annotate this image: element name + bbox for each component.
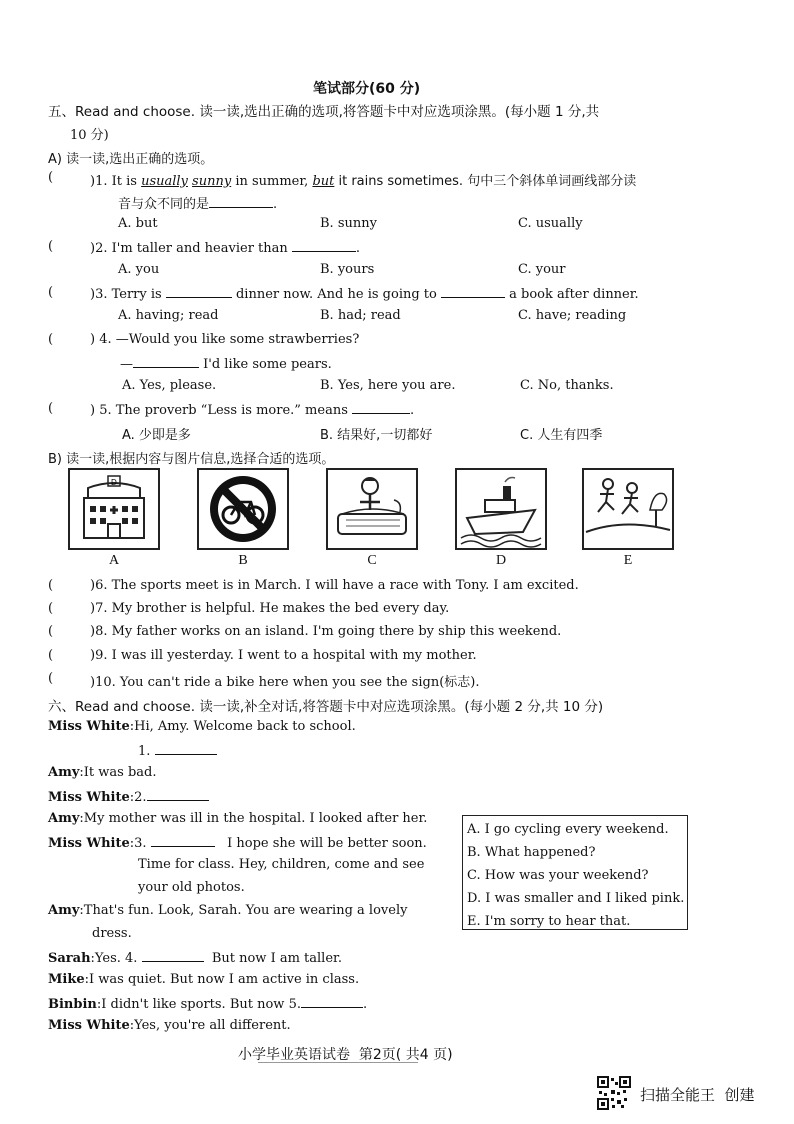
picture-d [455,468,547,550]
boy-making-bed-icon [328,470,416,548]
q5-option-c: C. 人生有四季 [520,428,603,443]
dialog-line-8: your old photos. [138,880,245,895]
part5-b-title: B) 读一读,根据内容与图片信息,选择合适的选项。 [48,452,335,467]
q6-text: )6. The sports meet is in March. I will have a race with Tony. I am excited. [90,578,579,593]
dialog-blank-3[interactable]: Miss White:3. I hope she will be better soon. [48,836,427,851]
dialog-line-9: Amy:That's fun. Look, Sarah. You are wearing a lovely [48,903,408,918]
dialog-line-1: Miss White:Hi, Amy. Welcome back to school. [48,719,356,734]
q8-text: )8. My father works on an island. I'm going there by ship this weekend. [90,624,562,639]
q3-paren[interactable]: ( [48,285,54,300]
picture-a-label: A [108,553,120,568]
part5-heading: 五、Read and choose. 读一读,选出正确的选项,将答题卡中对应选项涂黑。(每小题 1 分,共 [48,104,600,120]
dialog-line-7: Time for class. Hey, children, come and see [138,857,425,872]
dialog-blank-1[interactable]: 1. [138,742,217,759]
q7-text: )7. My brother is helpful. He makes the bed every day. [90,601,450,616]
dialog-option-e: E. I'm sorry to hear that. [467,914,631,929]
q3-text: )3. Terry is dinner now. And he is going to a book after dinner. [90,287,639,302]
picture-e-label: E [623,553,633,568]
q1-text: )1. It is usually sunny in summer, but it rains sometimes. 句中三个斜体单词画线部分读 [90,174,637,189]
q9-paren[interactable]: ( [48,648,54,663]
hospital-icon [70,470,158,548]
q2-text: )2. I'm taller and heavier than . [90,241,361,256]
dialog-option-a: A. I go cycling every weekend. [467,822,669,837]
picture-c [326,468,418,550]
part5-heading-cont: 10 分) [70,128,109,143]
q1-option-b: B. sunny [320,216,377,231]
dialog-line-14: Miss White:Yes, you're all different. [48,1018,291,1033]
q8-paren[interactable]: ( [48,624,54,639]
q2-option-a: A. you [118,262,160,277]
footer-rule [258,1062,418,1063]
q1-line2: 音与众不同的是 . [118,197,278,212]
q1-option-c: C. usually [518,216,583,231]
dialog-line-12: Mike:I was quiet. But now I am active in class. [48,972,360,987]
q3-option-b: B. had; read [320,308,401,323]
q1-option-a: A. but [118,216,158,231]
q2-paren[interactable]: ( [48,239,54,254]
qr-code-icon [597,1076,631,1110]
dialog-blank-5[interactable]: Binbin:I didn't like sports. But now 5. . [48,997,368,1012]
q5-option-b: B. 结果好,一切都好 [320,428,433,443]
dialog-option-c: C. How was your weekend? [467,868,649,883]
q5-text: ) 5. The proverb “Less is more.” means . [90,403,415,418]
dialog-line-10: dress. [92,926,132,941]
picture-b [197,468,289,550]
dialog-option-b: B. What happened? [467,845,596,860]
q1-paren[interactable]: ( [48,170,54,185]
q4-text: ) 4. —Would you like some strawberries? [90,332,360,347]
q6-paren[interactable]: ( [48,578,54,593]
picture-b-label: B [238,553,248,568]
q7-paren[interactable]: ( [48,601,54,616]
q5-option-a: A. 少即是多 [122,428,191,443]
q3-option-c: C. have; reading [518,308,627,323]
q2-option-c: C. your [518,262,566,277]
q9-text: )9. I was ill yesterday. I went to a hospital with my mother. [90,648,477,663]
dialog-line-3: Amy:It was bad. [48,765,157,780]
section-title: 笔试部分(60 分) [313,81,421,97]
q4-paren[interactable]: ( [48,332,54,347]
q2-option-b: B. yours [320,262,375,277]
picture-a [68,468,160,550]
svg-text:D: D [111,478,117,487]
scanner-watermark: 扫描全能王 创建 [640,1086,755,1104]
dialog-blank-2[interactable]: Miss White:2. [48,788,209,805]
no-bike-sign-icon [199,470,287,548]
q4-option-a: A. Yes, please. [122,378,217,393]
children-running-race-icon [584,470,672,548]
part6-heading: 六、Read and choose. 读一读,补全对话,将答题卡中对应选项涂黑。(每小题 2 分,共 10 分) [48,699,604,715]
ship-icon [457,470,545,548]
dialog-option-d: D. I was smaller and I liked pink. [467,891,685,906]
picture-c-label: C [367,553,377,568]
part5-a-title: A) 读一读,选出正确的选项。 [48,152,214,167]
q4-option-b: B. Yes, here you are. [320,378,456,393]
q5-paren[interactable]: ( [48,401,54,416]
q10-text: )10. You can't ride a bike here when you see the sign(标志). [90,675,480,690]
q3-option-a: A. having; read [118,308,219,323]
dialog-blank-4[interactable]: Sarah:Yes. 4. But now I am taller. [48,951,342,966]
picture-e [582,468,674,550]
picture-d-label: D [495,553,507,568]
q10-paren[interactable]: ( [48,671,54,686]
q4-option-c: C. No, thanks. [520,378,614,393]
page-footer: 小学毕业英语试卷 第2页( 共4 页) [238,1047,453,1063]
q4-line2: — I'd like some pears. [120,357,332,372]
dialog-options-box [462,815,688,930]
dialog-line-5: Amy:My mother was ill in the hospital. I looked after her. [48,811,428,826]
